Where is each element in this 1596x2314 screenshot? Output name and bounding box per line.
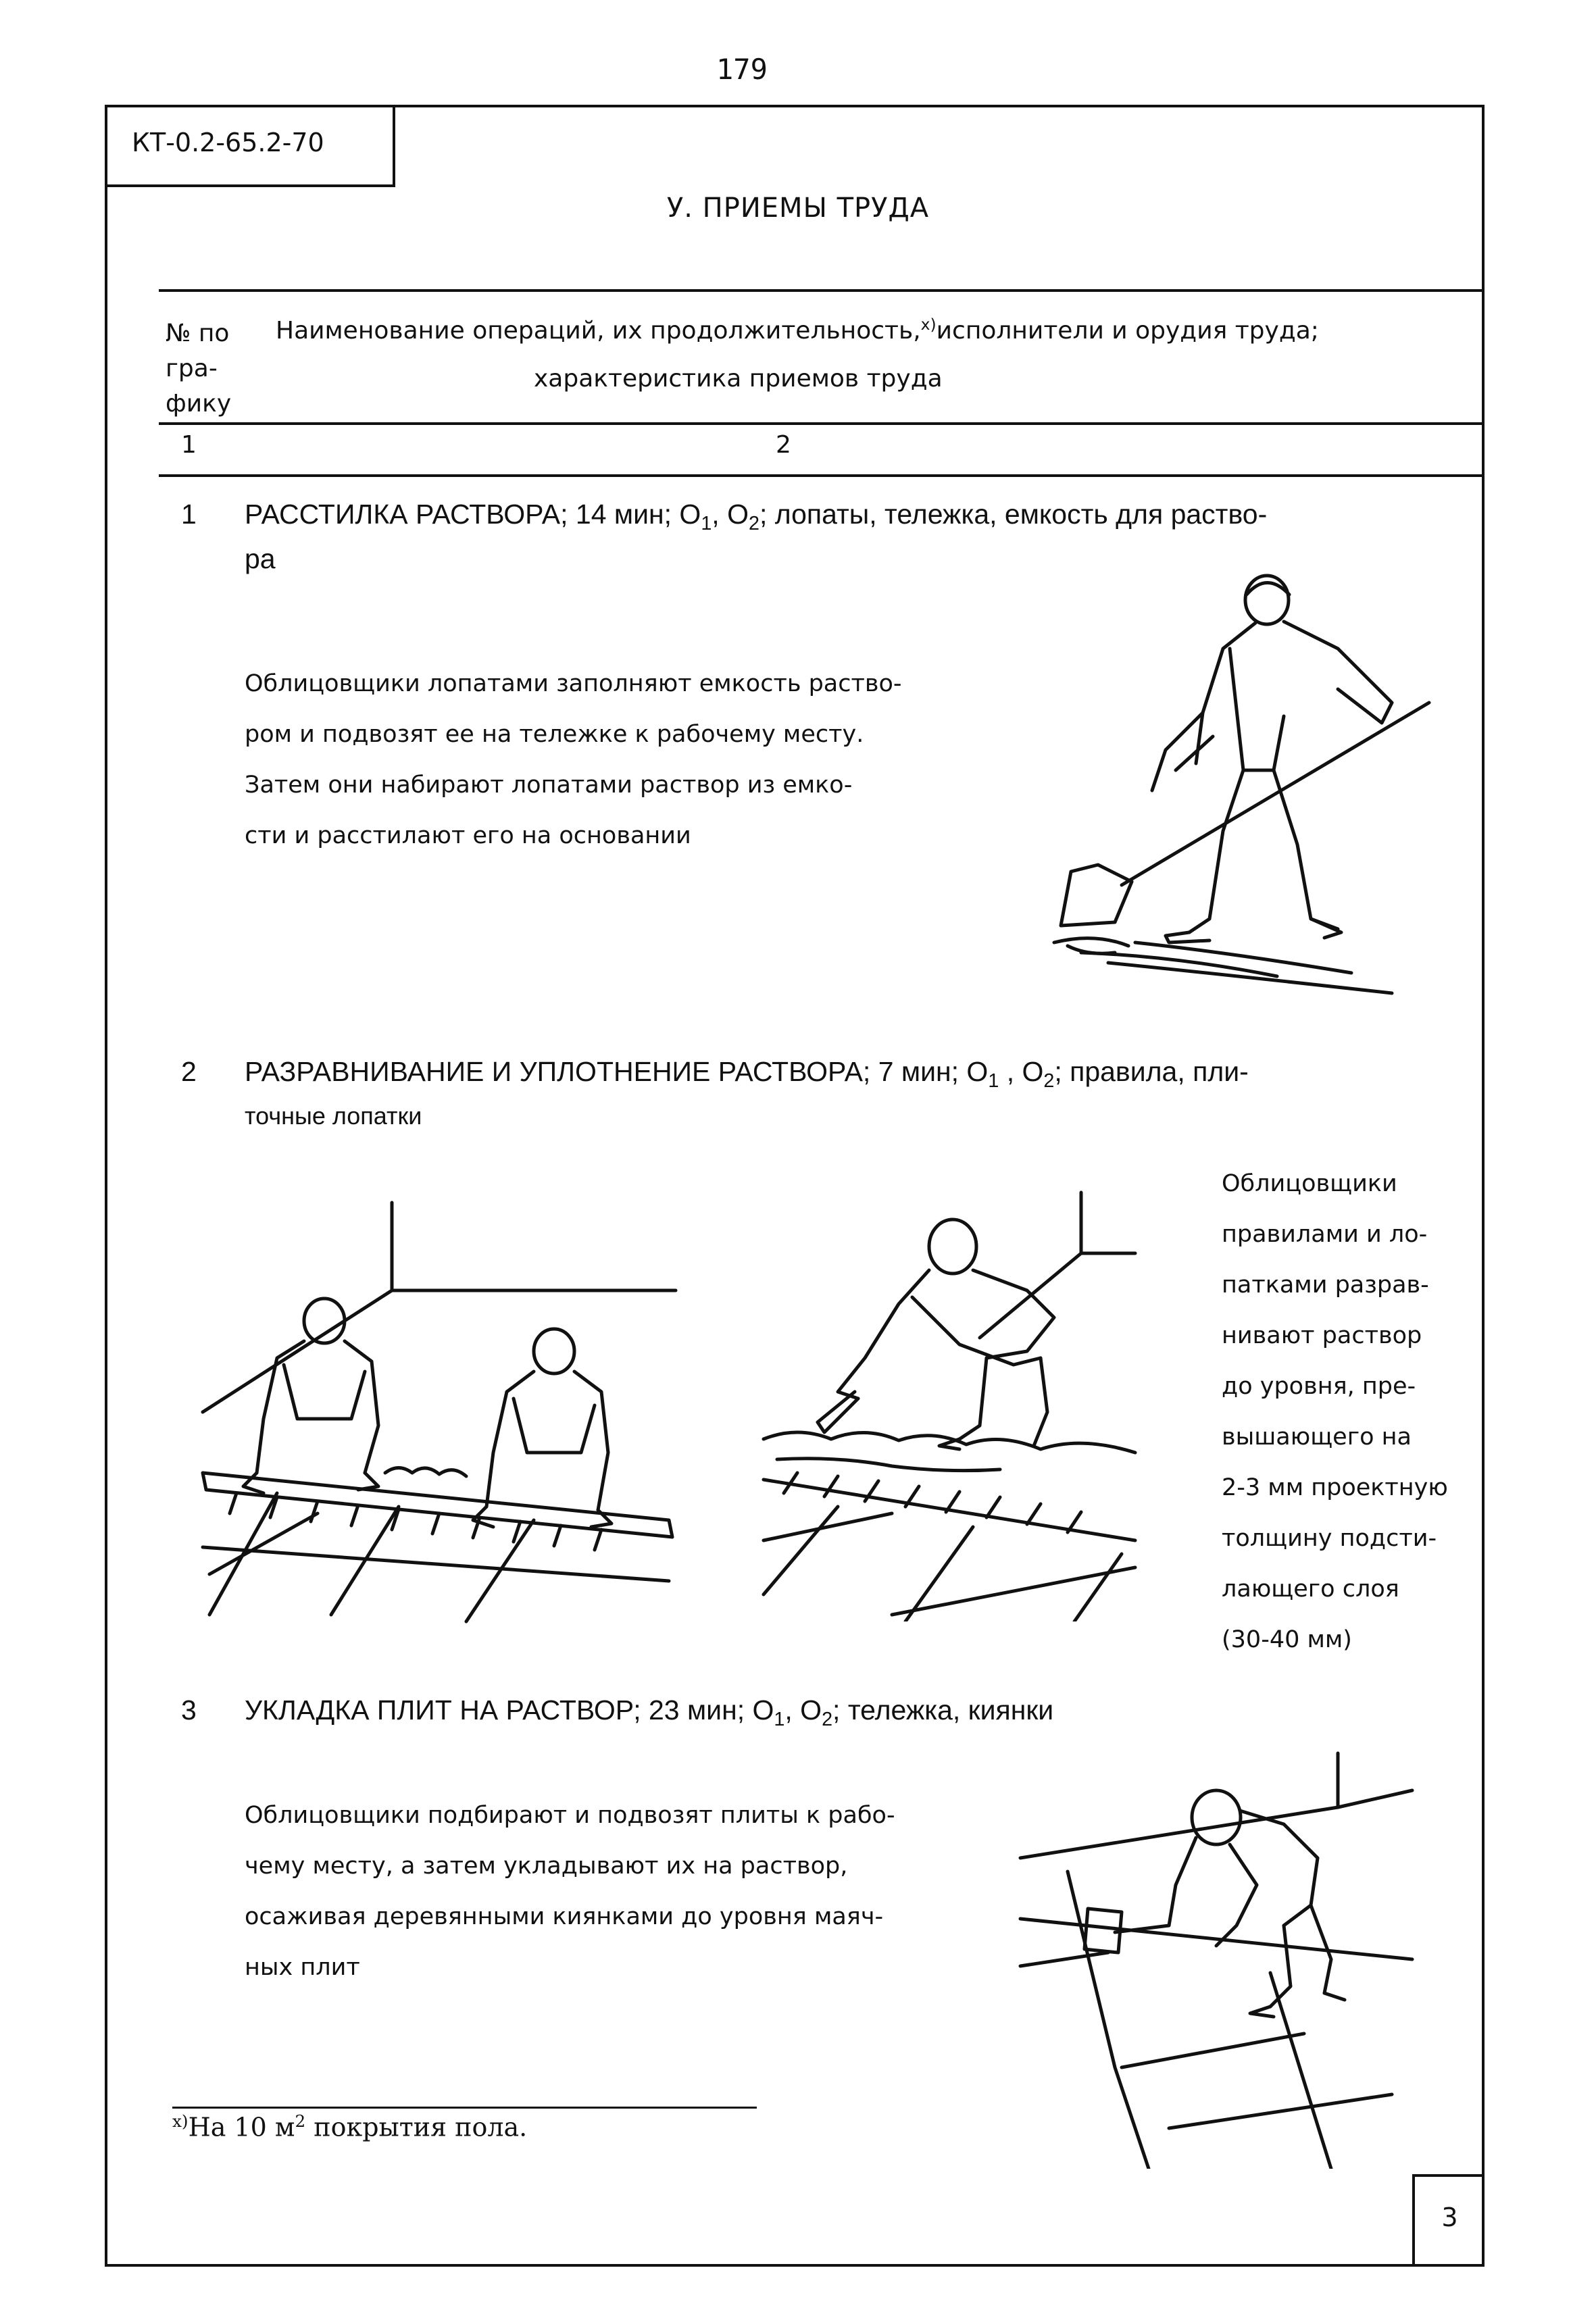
header-bottom-rule: [159, 474, 1485, 477]
footnote-rule: [172, 2107, 757, 2109]
operation-2-title: РАЗРАВНИВАНИЕ И УПЛОТНЕНИЕ РАСТВОРА; 7 мин; $О_1$ , $О_2$; правила, пли- точные лопатки: [245, 1056, 1249, 1130]
header-num-1: 1: [181, 431, 197, 459]
header-col1: № по гра- фику: [166, 320, 232, 418]
operation-3-title: УКЛАДКА ПЛИТ НА РАСТВОР; 23 мин; $О_1$, $О_2$; тележка, киянки: [245, 1694, 1054, 1731]
worker-spreading-mortar-illustration: [1041, 568, 1446, 1000]
footnote: $^{х)}$На 10 $м^2$ покрытия пола.: [172, 2111, 528, 2142]
worker-laying-tiles-illustration: [1014, 1750, 1419, 2169]
page-number: 179: [716, 53, 768, 86]
sheet-number: 3: [1412, 2174, 1485, 2267]
header-top-rule: [159, 289, 1485, 292]
header-num-2: 2: [776, 431, 791, 459]
header-mid-rule: [159, 422, 1485, 425]
operation-1-number: 1: [181, 499, 197, 530]
header-col2-line2: характеристика приемов труда: [534, 365, 943, 393]
operation-3-text: Облицовщики подбирают и подвозят плиты к рабо- чему месту, а затем укладывают их на раствор, осаживая деревянными киянками до уровня маяч- ных плит: [245, 1802, 895, 1981]
operation-2-number: 2: [181, 1056, 197, 1087]
operation-2-text: Облицовщики правилами и ло- патками разрав- нивают раствор до уровня, пре- вышающего на 2-3 мм проектную толщину подсти- лающего слоя (30-40 мм): [1222, 1170, 1448, 1653]
two-workers-leveling-illustration: [196, 1196, 696, 1628]
operation-1-title: РАССТИЛКА РАСТВОРА; 14 мин; $О_1$, $О_2$; лопаты, тележка, емкость для раство- ра: [245, 499, 1268, 575]
section-title: У. ПРИЕМЫ ТРУДА: [666, 193, 930, 224]
operation-1-text: Облицовщики лопатами заполняют емкость раство- ром и подвозят ее на тележке к рабочему месту. Затем они набирают лопатами раствор из емко- сти и расстилают его на основании: [245, 670, 902, 849]
header-col2-line1: Наименование операций, их продолжительность,$^{х)}$исполнители и орудия труда;: [276, 315, 1319, 345]
operation-3-number: 3: [181, 1694, 197, 1726]
worker-compacting-illustration: [757, 1189, 1155, 1621]
document-code: КТ-0.2-65.2-70: [105, 105, 395, 187]
